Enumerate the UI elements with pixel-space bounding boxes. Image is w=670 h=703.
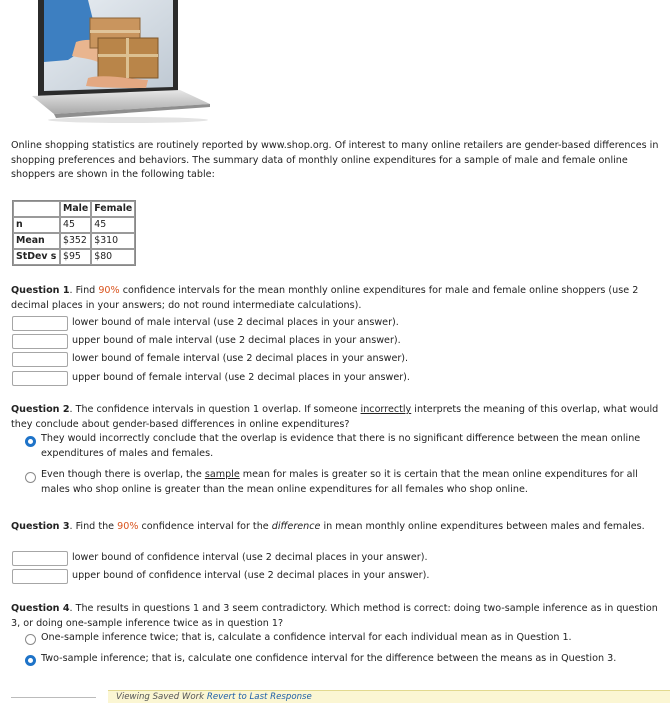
q2-option-2-underlined: sample — [204, 469, 240, 480]
q4-option-1-text: One-sample inference twice; that is, calculate a confidence interval for each individual mean as in Question 1. — [41, 632, 572, 643]
question-3-text-b: confidence interval for the — [138, 521, 272, 532]
q1-female-lower-label: lower bound of female interval (use 2 decimal places in your answer). — [72, 352, 409, 364]
table-cell: $352 — [60, 233, 91, 249]
question-1-prompt — [11, 284, 661, 313]
summary-data-table — [12, 200, 136, 266]
question-3-text-a: . Find the — [69, 521, 118, 532]
q1-male-lower-input[interactable] — [12, 316, 68, 331]
q1-female-lower-input[interactable] — [12, 352, 68, 367]
table-header-cell: Male — [60, 201, 91, 217]
intro-paragraph: Online shopping statistics are routinely reported by www.shop.org. Of interest to many online retailers are gender-based differences in shopping preferences and behaviors. The summary data of monthly online expenditures for a sample of male and female online shoppers are shown in the following table: — [11, 140, 659, 181]
question-1-percent: 90% — [98, 285, 120, 296]
question-4-prompt — [11, 602, 661, 631]
q3-upper-input[interactable] — [12, 569, 68, 584]
q3-lower-label: lower bound of confidence interval (use 2 decimal places in your answer). — [72, 551, 428, 563]
question-3-percent: 90% — [117, 521, 139, 532]
table-row — [13, 249, 135, 265]
question-1-label: Question 1 — [11, 285, 70, 296]
q1-female-lower-row — [12, 350, 408, 368]
q1-female-upper-row — [12, 369, 410, 387]
question-2-prompt — [11, 403, 661, 432]
q4-option-2-radio[interactable] — [25, 655, 36, 666]
table-cell: $80 — [91, 249, 135, 265]
q3-upper-label: upper bound of confidence interval (use 2 decimal places in your answer). — [72, 569, 430, 581]
q2-option-1-text: They would incorrectly conclude that the overlap is evidence that there is no significant difference between the mean online expenditures of males and females. — [41, 433, 641, 459]
q1-female-upper-input[interactable] — [12, 371, 68, 386]
table-cell: 45 — [91, 217, 135, 233]
laptop-shopping-illustration — [28, 0, 213, 128]
q3-lower-row — [12, 549, 428, 567]
question-3-prompt — [11, 520, 661, 535]
question-4-text: . The results in questions 1 and 3 seem contradictory. Which method is correct: doing two-sample inference as in question 3, or doing one-sample inference twice as in question 1? — [11, 603, 658, 629]
question-3-text-c: in mean monthly online expenditures between males and females. — [320, 521, 645, 532]
table-row — [13, 233, 135, 249]
q2-option-2-text-b: mean for males is greater so it is certain that the mean online expenditures for all males who shop online is greater than the mean online expenditures for all females who shop online. — [41, 469, 638, 495]
q4-option-2-text: Two-sample inference; that is, calculate one confidence interval for the difference between the means as in Question 3. — [41, 653, 617, 664]
q4-option-1-radio[interactable] — [25, 634, 36, 645]
q1-male-upper-row — [12, 332, 401, 350]
q3-lower-input[interactable] — [12, 551, 68, 566]
question-2-text-b: interprets the meaning of this overlap, what would they conclude about gender-based differences in online expenditures? — [11, 404, 659, 430]
q2-option-2-text-a: Even though there is overlap, the — [41, 469, 205, 480]
q1-male-upper-input[interactable] — [12, 334, 68, 349]
q3-upper-row — [12, 567, 429, 585]
table-cell: $95 — [60, 249, 91, 265]
question-4-label: Question 4 — [11, 603, 70, 614]
q2-option-2-radio[interactable] — [25, 472, 36, 483]
table-header-cell: Female — [91, 201, 135, 217]
table-cell: $310 — [91, 233, 135, 249]
question-2-text-a: . The confidence intervals in question 1 overlap. If someone — [69, 404, 361, 415]
q1-male-upper-label: upper bound of male interval (use 2 decimal places in your answer). — [72, 334, 401, 346]
question-3-italic: difference — [271, 521, 321, 532]
table-row-label: StDev s — [13, 249, 60, 265]
revert-to-last-response-link[interactable]: Revert to Last Response — [206, 692, 312, 702]
q1-male-lower-label: lower bound of male interval (use 2 decimal places in your answer). — [72, 316, 399, 328]
question-2-label: Question 2 — [11, 404, 70, 415]
table-row-label: Mean — [13, 233, 60, 249]
saved-work-status-bar — [108, 690, 670, 703]
question-2-underlined: incorrectly — [360, 404, 412, 415]
footer-divider — [11, 697, 96, 698]
table-header-row — [13, 201, 135, 217]
status-prefix: Viewing Saved Work — [116, 692, 207, 702]
table-row-label: n — [13, 217, 60, 233]
table-row — [13, 217, 135, 233]
q2-option-2-text — [41, 468, 661, 497]
table-cell: 45 — [60, 217, 91, 233]
table-header-cell — [13, 201, 60, 217]
question-3-label: Question 3 — [11, 521, 70, 532]
question-1-text-b: confidence intervals for the mean monthly online expenditures for male and female online shoppers (use 2 decimal places in your answers; do not round intermediate calculations). — [11, 285, 639, 311]
q1-female-upper-label: upper bound of female interval (use 2 decimal places in your answer). — [72, 371, 410, 383]
question-1-text-a: . Find — [69, 285, 99, 296]
q1-male-lower-row — [12, 314, 399, 332]
q2-option-1-radio[interactable] — [25, 436, 36, 447]
